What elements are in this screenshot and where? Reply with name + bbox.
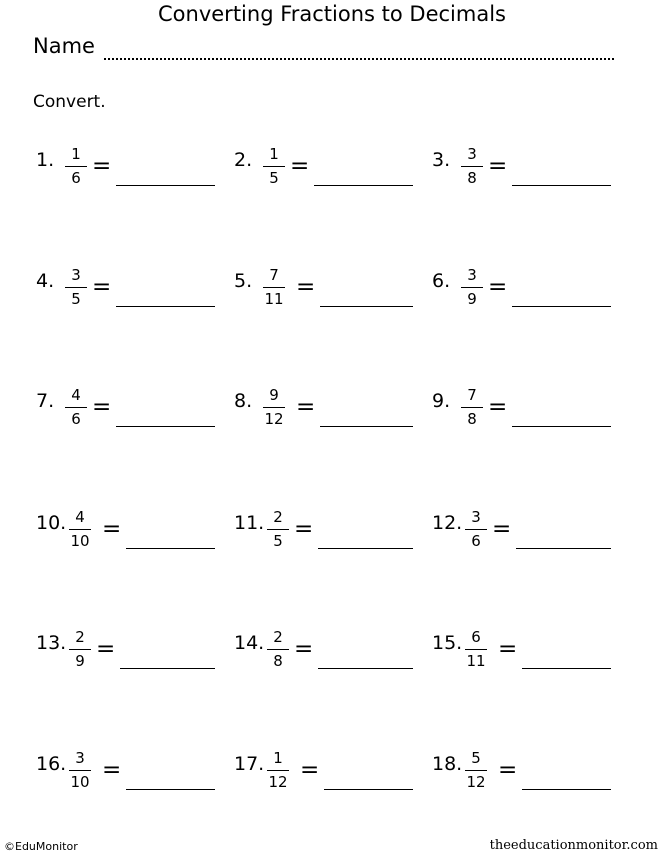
site-url: theeducationmonitor.com [489, 838, 658, 853]
equals-sign: = [488, 274, 508, 300]
answer-line[interactable] [512, 185, 611, 186]
fraction-bar [69, 770, 91, 771]
fraction [262, 386, 286, 429]
problem-10 [36, 508, 226, 568]
problem-number: 14. [234, 632, 265, 654]
fraction-bar [267, 770, 289, 771]
problem-17 [234, 749, 424, 809]
fraction [464, 628, 488, 671]
fraction [464, 749, 488, 792]
fraction-bar [65, 166, 87, 167]
problem-number: 9. [432, 390, 451, 412]
denominator: 10 [70, 532, 90, 550]
fraction [64, 145, 88, 188]
numerator: 4 [71, 386, 81, 404]
answer-line[interactable] [318, 548, 413, 549]
equals-sign: = [296, 274, 316, 300]
numerator: 2 [273, 628, 283, 646]
problem-3 [432, 145, 622, 205]
answer-line[interactable] [522, 668, 611, 669]
answer-line[interactable] [512, 306, 611, 307]
problem-2 [234, 145, 424, 205]
equals-sign: = [92, 394, 112, 420]
numerator: 6 [471, 628, 481, 646]
numerator: 3 [71, 266, 81, 284]
problem-18 [432, 749, 622, 809]
problem-number: 10. [36, 512, 67, 534]
problem-5 [234, 266, 424, 326]
fraction [266, 508, 290, 551]
denominator: 8 [467, 410, 477, 428]
problem-number: 5. [234, 270, 253, 292]
equals-sign: = [290, 153, 310, 179]
fraction [460, 266, 484, 309]
problem-number: 2. [234, 149, 253, 171]
fraction [460, 145, 484, 188]
answer-line[interactable] [126, 789, 215, 790]
equals-sign: = [492, 516, 512, 542]
equals-sign: = [300, 757, 320, 783]
problem-4 [36, 266, 226, 326]
equals-sign: = [498, 757, 518, 783]
problem-16 [36, 749, 226, 809]
fraction-bar [267, 649, 289, 650]
problem-number: 17. [234, 753, 265, 775]
equals-sign: = [488, 153, 508, 179]
denominator: 12 [268, 773, 288, 791]
instruction: Convert. [33, 92, 106, 112]
numerator: 5 [471, 749, 481, 767]
fraction [464, 508, 488, 551]
denominator: 6 [471, 532, 481, 550]
worksheet-title: Converting Fractions to Decimals [158, 2, 506, 26]
numerator: 4 [75, 508, 85, 526]
problem-14 [234, 628, 424, 688]
fraction-bar [461, 287, 483, 288]
denominator: 6 [71, 169, 81, 187]
answer-line[interactable] [116, 185, 215, 186]
denominator: 5 [273, 532, 283, 550]
problem-number: 16. [36, 753, 67, 775]
answer-line[interactable] [116, 426, 215, 427]
fraction [262, 145, 286, 188]
problem-number: 8. [234, 390, 253, 412]
numerator: 1 [269, 145, 279, 163]
fraction-bar [65, 287, 87, 288]
problem-13 [36, 628, 226, 688]
numerator: 3 [471, 508, 481, 526]
problem-number: 12. [432, 512, 463, 534]
problem-number: 13. [36, 632, 67, 654]
numerator: 3 [467, 145, 477, 163]
denominator: 11 [264, 290, 284, 308]
denominator: 6 [71, 410, 81, 428]
fraction-bar [465, 770, 487, 771]
fraction [68, 508, 92, 551]
fraction [266, 749, 290, 792]
denominator: 11 [466, 652, 486, 670]
fraction [262, 266, 286, 309]
denominator: 5 [71, 290, 81, 308]
name-label: Name [33, 34, 95, 58]
fraction [68, 749, 92, 792]
problem-15 [432, 628, 622, 688]
problem-number: 7. [36, 390, 55, 412]
fraction-bar [461, 166, 483, 167]
equals-sign: = [498, 636, 518, 662]
equals-sign: = [294, 516, 314, 542]
equals-sign: = [294, 636, 314, 662]
numerator: 3 [75, 749, 85, 767]
problem-number: 6. [432, 270, 451, 292]
answer-line[interactable] [516, 548, 611, 549]
fraction-bar [267, 529, 289, 530]
denominator: 10 [70, 773, 90, 791]
denominator: 9 [467, 290, 477, 308]
answer-line[interactable] [116, 306, 215, 307]
problem-7 [36, 386, 226, 446]
problem-number: 3. [432, 149, 451, 171]
copyright-text: ©EduMonitor [4, 840, 78, 853]
problem-1 [36, 145, 226, 205]
equals-sign: = [488, 394, 508, 420]
answer-line[interactable] [320, 426, 413, 427]
numerator: 1 [71, 145, 81, 163]
fraction-bar [465, 649, 487, 650]
problem-6 [432, 266, 622, 326]
answer-line[interactable] [120, 668, 215, 669]
fraction-bar [461, 407, 483, 408]
answer-line[interactable] [314, 185, 413, 186]
fraction-bar [263, 407, 285, 408]
problem-number: 1. [36, 149, 55, 171]
answer-line[interactable] [324, 789, 413, 790]
problem-number: 18. [432, 753, 463, 775]
problem-12 [432, 508, 622, 568]
equals-sign: = [102, 516, 122, 542]
answer-line[interactable] [320, 306, 413, 307]
fraction [64, 266, 88, 309]
answer-line[interactable] [318, 668, 413, 669]
denominator: 8 [467, 169, 477, 187]
equals-sign: = [96, 636, 116, 662]
denominator: 9 [75, 652, 85, 670]
denominator: 5 [269, 169, 279, 187]
numerator: 7 [269, 266, 279, 284]
denominator: 12 [264, 410, 284, 428]
problem-8 [234, 386, 424, 446]
equals-sign: = [102, 757, 122, 783]
numerator: 2 [75, 628, 85, 646]
fraction-bar [69, 649, 91, 650]
answer-line[interactable] [512, 426, 611, 427]
numerator: 9 [269, 386, 279, 404]
fraction [68, 628, 92, 671]
fraction-bar [65, 407, 87, 408]
fraction-bar [263, 166, 285, 167]
problem-11 [234, 508, 424, 568]
numerator: 1 [273, 749, 283, 767]
problem-9 [432, 386, 622, 446]
name-field[interactable] [104, 36, 614, 60]
fraction-bar [69, 529, 91, 530]
answer-line[interactable] [126, 548, 215, 549]
equals-sign: = [296, 394, 316, 420]
fraction [266, 628, 290, 671]
problem-number: 11. [234, 512, 265, 534]
equals-sign: = [92, 274, 112, 300]
fraction-bar [263, 287, 285, 288]
equals-sign: = [92, 153, 112, 179]
fraction [64, 386, 88, 429]
numerator: 7 [467, 386, 477, 404]
fraction [460, 386, 484, 429]
problem-number: 4. [36, 270, 55, 292]
answer-line[interactable] [522, 789, 611, 790]
fraction-bar [465, 529, 487, 530]
denominator: 12 [466, 773, 486, 791]
denominator: 8 [273, 652, 283, 670]
numerator: 3 [467, 266, 477, 284]
numerator: 2 [273, 508, 283, 526]
problem-number: 15. [432, 632, 463, 654]
